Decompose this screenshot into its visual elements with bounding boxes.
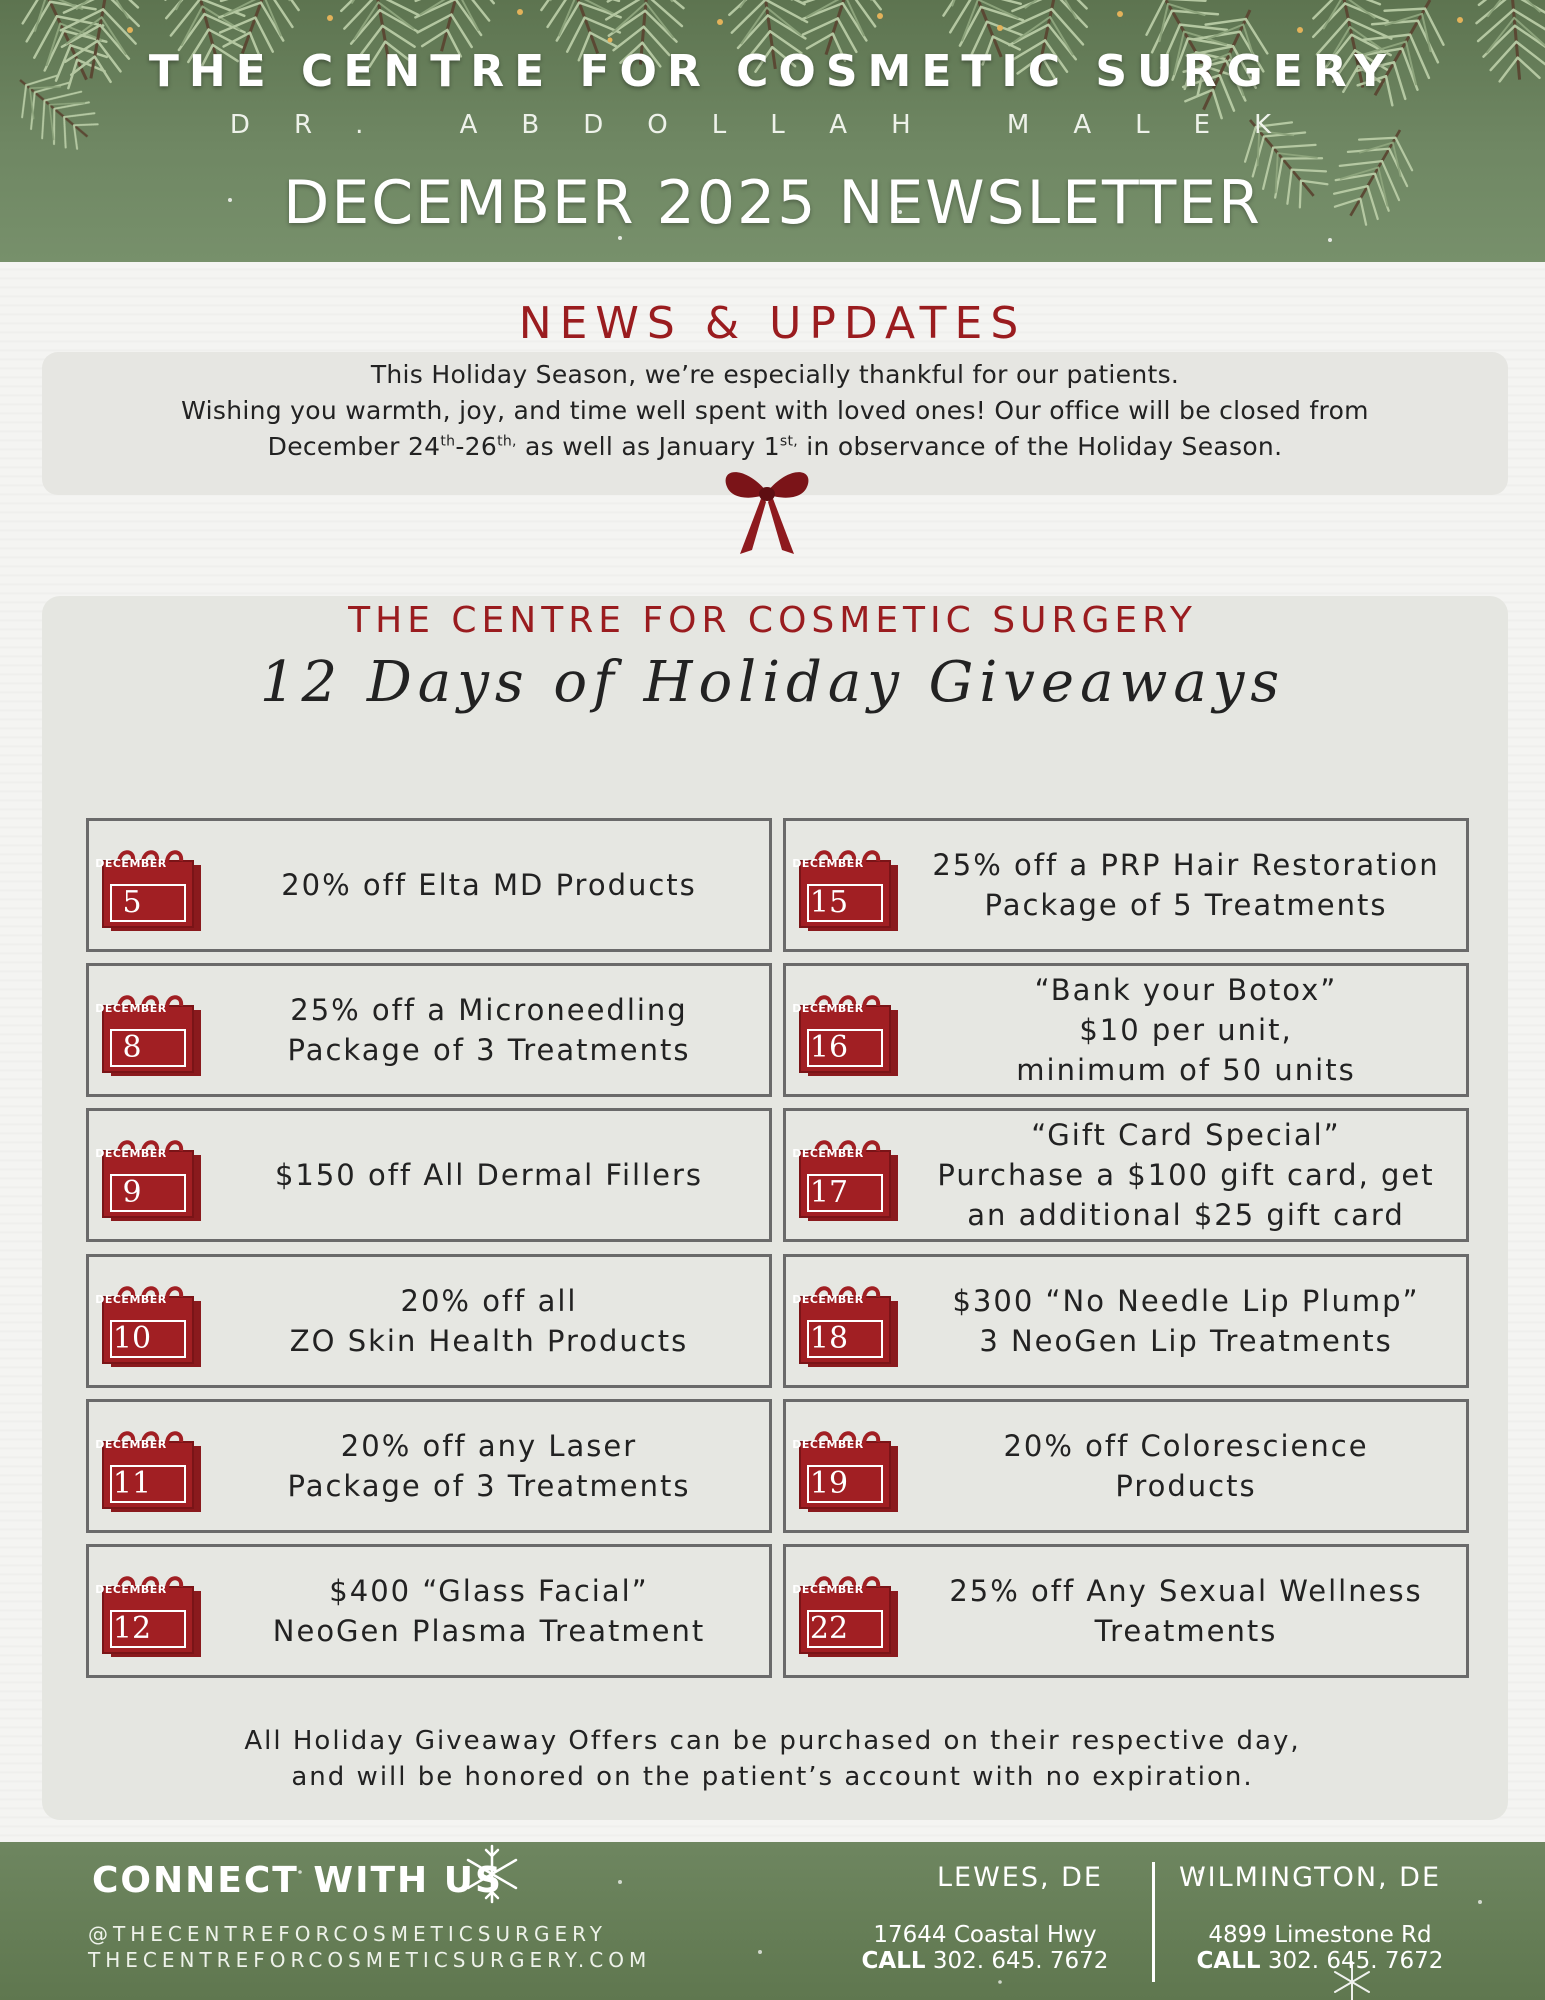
calendar-day-number: 19 [809, 1466, 849, 1501]
giveaway-offer-line: “Bank your Botox” [1034, 973, 1338, 1007]
calendar-day-number: 9 [122, 1175, 142, 1210]
giveaway-tile [86, 1254, 772, 1388]
giveaway-footnote-1: All Holiday Giveaway Offers can be purchased on their respective day, [244, 1726, 1301, 1756]
calendar-month-label: DECEMBER [95, 1293, 167, 1306]
giveaway-offer-line: 3 NeoGen Lip Treatments [979, 1324, 1393, 1358]
calendar-day-number: 11 [112, 1466, 152, 1501]
giveaway-offer-text [914, 821, 1458, 949]
giveaway-offer-text [217, 1547, 761, 1675]
header-subtitle: DR. ABDOLLAH MALEK [229, 110, 1316, 140]
calendar-month-label: DECEMBER [95, 857, 167, 870]
news-heading: NEWS & UPDATES [518, 298, 1027, 349]
news-line-2: Wishing you warmth, joy, and time well spent with loved ones! Our office will be closed from [181, 396, 1369, 425]
giveaway-offer-line: ZO Skin Health Products [289, 1324, 689, 1358]
giveaway-offer-line: minimum of 50 units [1016, 1053, 1356, 1087]
giveaway-tile [783, 818, 1469, 952]
wilmington-phone[interactable]: CALL 302. 645. 7672 [1196, 1948, 1444, 1974]
newsletter-title: DECEMBER 2025 NEWSLETTER [283, 168, 1262, 238]
giveaway-offer-text [914, 1257, 1458, 1385]
lewes-phone[interactable]: CALL 302. 645. 7672 [861, 1948, 1109, 1974]
calendar-month-label: DECEMBER [792, 1583, 864, 1596]
calendar-month-label: DECEMBER [792, 1002, 864, 1015]
wilmington-address: 4899 Limestone Rd [1208, 1922, 1432, 1948]
giveaway-offer-text [914, 1111, 1458, 1239]
giveaway-offer-line: an additional $25 gift card [967, 1198, 1405, 1232]
giveaway-offer-text [217, 1257, 761, 1385]
calendar-day-number: 18 [809, 1321, 849, 1356]
calendar-month-label: DECEMBER [792, 857, 864, 870]
footer-divider [1152, 1862, 1155, 1982]
giveaway-offer-line: Package of 5 Treatments [984, 888, 1388, 922]
calendar-day-number: 8 [122, 1030, 142, 1065]
giveaway-footnote-2: and will be honored on the patient’s account with no expiration. [291, 1762, 1254, 1792]
giveaway-offer-text [914, 966, 1458, 1094]
social-handle-link[interactable]: @THECENTREFORCOSMETICSURGERY [88, 1922, 607, 1946]
news-line-1: This Holiday Season, we’re especially thankful for our patients. [370, 360, 1180, 389]
calendar-month-label: DECEMBER [95, 1583, 167, 1596]
giveaway-offer-line: Package of 3 Treatments [287, 1033, 691, 1067]
giveaway-offer-line: $400 “Glass Facial” [329, 1574, 649, 1608]
giveaway-tile [783, 1544, 1469, 1678]
giveaway-offer-line: $10 per unit, [1079, 1013, 1293, 1047]
wilmington-city: WILMINGTON, DE [1178, 1862, 1442, 1893]
calendar-month-label: DECEMBER [792, 1147, 864, 1160]
newsletter-header [0, 0, 1545, 262]
giveaway-offer-line: Treatments [1094, 1614, 1278, 1648]
bow-icon [722, 462, 812, 562]
calendar-day-number: 5 [122, 885, 142, 920]
giveaways-script-title: 12 Days of Holiday Giveaways [259, 650, 1286, 715]
giveaway-offer-line: Package of 3 Treatments [287, 1469, 691, 1503]
giveaway-tile [783, 1254, 1469, 1388]
giveaway-offer-line: NeoGen Plasma Treatment [272, 1614, 706, 1648]
giveaway-offer-line: 25% off a PRP Hair Restoration [932, 848, 1440, 882]
calendar-day-number: 22 [809, 1611, 849, 1646]
calendar-month-label: DECEMBER [95, 1147, 167, 1160]
giveaway-tile [86, 1544, 772, 1678]
calendar-day-number: 15 [809, 885, 849, 920]
giveaway-offer-line: $300 “No Needle Lip Plump” [952, 1284, 1420, 1318]
news-line-3: December $24th-26^{th,}$ as well as January $1^{st,}$ in observance of the Holiday Season. [267, 432, 1283, 461]
giveaway-tile [86, 1399, 772, 1533]
connect-heading: CONNECT WITH US [92, 1860, 503, 1901]
footer [0, 1842, 1545, 2000]
calendar-day-number: 12 [112, 1611, 152, 1646]
giveaway-tile [783, 1399, 1469, 1533]
giveaway-tile [783, 1108, 1469, 1242]
giveaway-offer-line: 20% off Colorescience [1003, 1429, 1369, 1463]
giveaways-title: THE CENTRE FOR COSMETIC SURGERY [348, 600, 1197, 641]
giveaway-tile [783, 963, 1469, 1097]
giveaway-offer-line: 20% off all [400, 1284, 578, 1318]
giveaway-offer-text [217, 1402, 761, 1530]
giveaway-offer-text [217, 821, 761, 949]
calendar-month-label: DECEMBER [792, 1293, 864, 1306]
giveaway-offer-text [217, 1111, 761, 1239]
header-title: THE CENTRE FOR COSMETIC SURGERY [148, 46, 1397, 97]
giveaway-offer-line: 20% off any Laser [340, 1429, 638, 1463]
giveaway-offer-line: Purchase a $100 gift card, get [937, 1158, 1435, 1192]
giveaway-offer-line: 25% off Any Sexual Wellness [949, 1574, 1423, 1608]
giveaway-tile [86, 963, 772, 1097]
calendar-month-label: DECEMBER [95, 1002, 167, 1015]
giveaway-offer-line: 20% off Elta MD Products [281, 868, 697, 902]
calendar-day-number: 16 [809, 1030, 849, 1065]
giveaway-offer-text [217, 966, 761, 1094]
giveaway-offer-line: “Gift Card Special” [1031, 1118, 1341, 1152]
giveaway-offer-line: 25% off a Microneedling [290, 993, 688, 1027]
calendar-day-number: 10 [112, 1321, 152, 1356]
giveaway-tile [86, 818, 772, 952]
calendar-month-label: DECEMBER [792, 1438, 864, 1451]
calendar-day-number: 17 [809, 1175, 849, 1210]
calendar-month-label: DECEMBER [95, 1438, 167, 1451]
lewes-city: LEWES, DE [936, 1862, 1103, 1893]
giveaway-tile [86, 1108, 772, 1242]
giveaway-offer-line: $150 off All Dermal Fillers [274, 1158, 704, 1192]
website-link[interactable]: THECENTREFORCOSMETICSURGERY.COM [88, 1948, 652, 1972]
giveaway-offer-text [914, 1402, 1458, 1530]
giveaway-offer-text [914, 1547, 1458, 1675]
lewes-address: 17644 Coastal Hwy [873, 1922, 1097, 1948]
giveaway-offer-line: Products [1115, 1469, 1257, 1503]
